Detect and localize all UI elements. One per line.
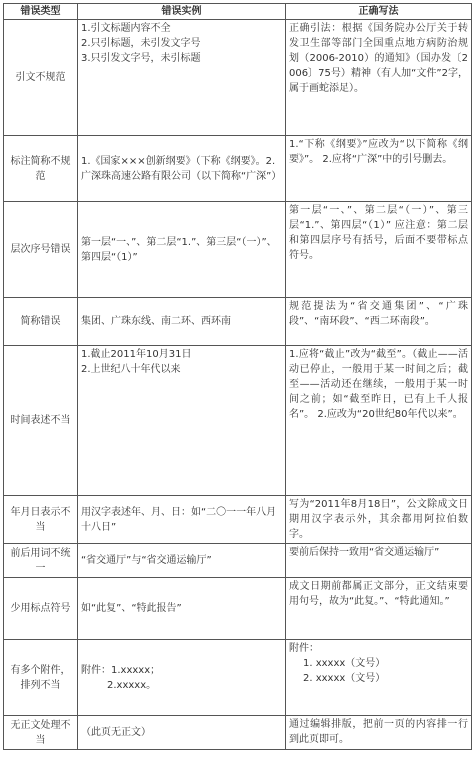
header-error-type: 错误类型 <box>4 4 78 20</box>
correct-line: 2. xxxxx（文号） <box>303 673 386 684</box>
table-row <box>4 202 472 298</box>
example-line: 附件：1.xxxxx； <box>81 664 161 676</box>
correct-cell: 通过编辑排版，把前一页的内容排一行到此页即可。 <box>286 716 472 750</box>
example-cell <box>78 640 286 716</box>
error-type-cell: 简称错误 <box>4 298 78 346</box>
correct-cell: 规范提法为“省交通集团”、“广珠段”、“南环段”、“西二环南段”。 <box>286 298 472 346</box>
table-row <box>4 578 472 640</box>
table-row <box>4 716 472 750</box>
correct-cell: 正确引法：根据《国务院办公厅关于转发卫生部等部门全国重点地方病防治规划（2006-2010）的通知》（国办发〔2006〕75号）精神（有人加“文件”2字，属于画蛇添足）。 <box>286 20 472 136</box>
error-type-cell: 前后用词不统一 <box>4 544 78 578</box>
example-line: 2.xxxxx。 <box>107 679 157 691</box>
table-row <box>4 544 472 578</box>
example-cell: （此页无正文） <box>78 716 286 750</box>
error-type-cell: 少用标点符号 <box>4 578 78 640</box>
correct-cell: 成文日期前都属正文部分，正文结束要用句号，故为“此复。”、“特此通知。” <box>286 578 472 640</box>
correct-line: 1. xxxxx（文号） <box>303 658 386 669</box>
example-cell: “省交通厅”与“省交通运输厅” <box>78 544 286 578</box>
error-type-cell: 时间表述不当 <box>4 346 78 496</box>
example-cell: 集团、广珠东线、南二环、西环南 <box>78 298 286 346</box>
error-table <box>3 3 472 750</box>
table-row <box>4 640 472 716</box>
correct-cell: 第一层“一、”、第二层“（一）”、第三层“1.”、第四层“（1）” 应注意：第二层和第四层序号有括号，后面不要带标点符号。 <box>286 202 472 298</box>
header-error-example: 错误实例 <box>78 4 286 20</box>
table-row <box>4 346 472 496</box>
example-line: 2.上世纪八十年代以来 <box>81 364 181 375</box>
table-header-row <box>4 4 472 20</box>
example-cell: 如“此复”、“特此报告” <box>78 578 286 640</box>
correct-cell <box>286 640 472 716</box>
correct-line: 附件： <box>289 643 319 654</box>
header-correct-form: 正确写法 <box>286 4 472 20</box>
example-cell: 用汉字表述年、月、日：如“二〇一一年八月十八日” <box>78 496 286 544</box>
example-line: 1.截止2011年10月31日 <box>81 349 192 360</box>
correct-cell: 要前后保持一致用“省交通运输厅” <box>286 544 472 578</box>
correct-cell: 写为“2011年8月18日”，公文除成文日期用汉字表示外，其余都用阿拉伯数字。 <box>286 496 472 544</box>
example-cell <box>78 20 286 136</box>
error-type-cell: 引文不规范 <box>4 20 78 136</box>
example-line: 2.只引标题，未引发文字号 <box>81 38 201 49</box>
example-cell: 1.《国家×××创新纲要》（下称《纲要》。2.广深珠高速公路有限公司（以下简称“广深”） <box>78 136 286 202</box>
error-type-cell: 年月日表示不当 <box>4 496 78 544</box>
table-row <box>4 136 472 202</box>
table-row <box>4 20 472 136</box>
correct-cell: 1.“下称《纲要》”应改为“以下简称《纲要》”。 2.应将“广深”中的引号删去。 <box>286 136 472 202</box>
example-cell <box>78 346 286 496</box>
error-type-cell: 有多个附件，排列不当 <box>4 640 78 716</box>
table-row <box>4 298 472 346</box>
table-row <box>4 496 472 544</box>
example-line: 3.只引发文字号，未引标题 <box>81 53 201 64</box>
error-type-cell: 无正文处理不当 <box>4 716 78 750</box>
correct-cell: 1.应将“截止”改为“截至”。（截止——活动已停止，一般用于某一时间之后；截至——活动还在继续，一般用于某一时间之前；如“截至昨日，已有上千人报名”。 2.应改为“20世纪80年代以来”。 <box>286 346 472 496</box>
error-type-cell: 层次序号错误 <box>4 202 78 298</box>
error-type-cell: 标注简称不规范 <box>4 136 78 202</box>
example-cell: 第一层“一、”、第二层“1.”、第三层“（一）”、第四层“（1）” <box>78 202 286 298</box>
example-line: 1.引文标题内容不全 <box>81 23 171 34</box>
